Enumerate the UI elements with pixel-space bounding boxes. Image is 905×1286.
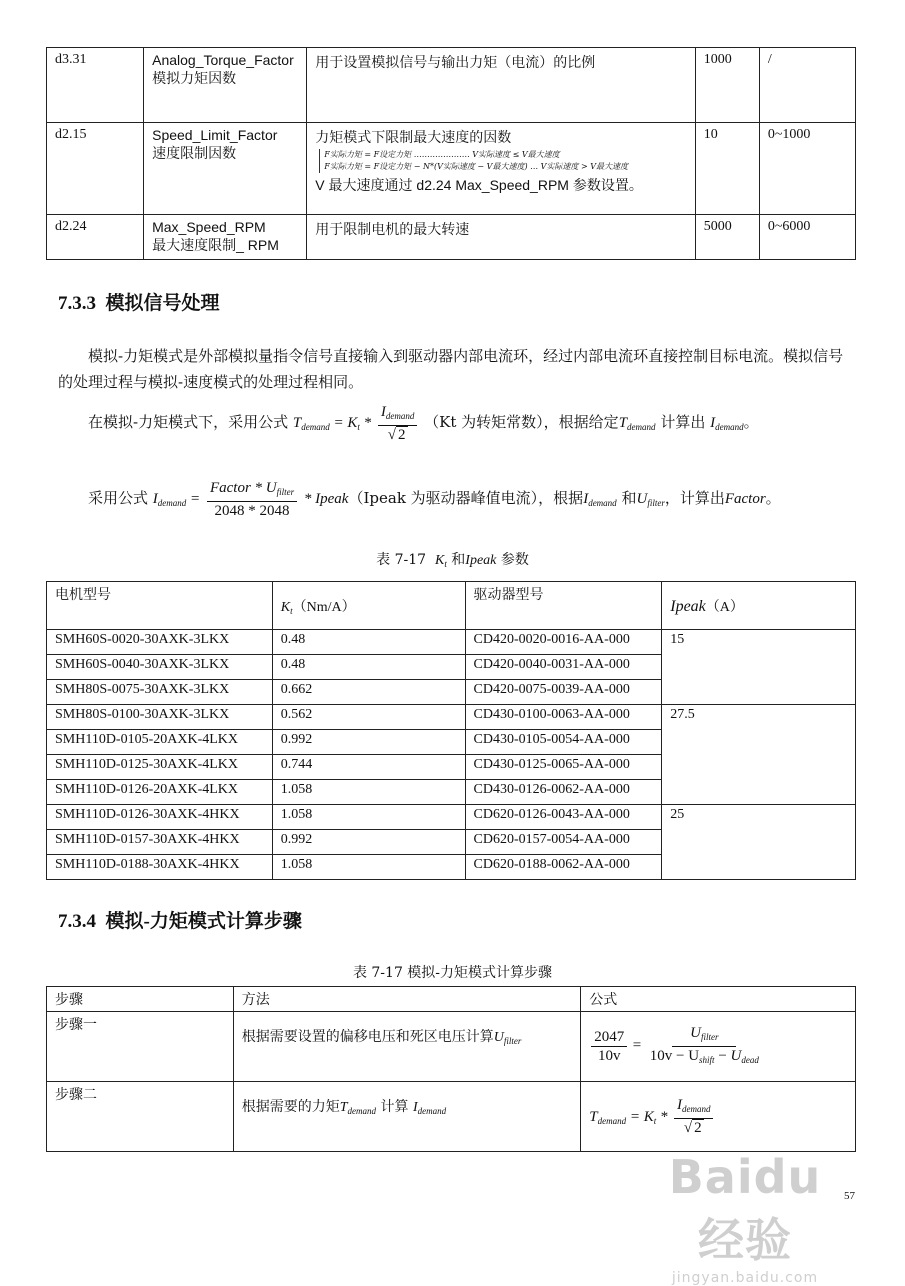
cell-step: 步骤一: [47, 1012, 234, 1082]
param-default: 5000: [695, 215, 759, 260]
formula-end: 。: [765, 489, 781, 507]
formula-end: 。: [743, 413, 759, 431]
cell-driver: CD430-0126-0062-AA-000: [465, 780, 662, 805]
subscript-shift: shift: [699, 1055, 715, 1065]
table-row: [47, 1082, 856, 1152]
param-name-cn: 最大速度限制_ RPM: [152, 237, 279, 253]
cell-driver: CD430-0105-0054-AA-000: [465, 730, 662, 755]
cell-kt: 0.662: [272, 680, 465, 705]
cell-kt: 1.058: [272, 855, 465, 880]
header-step: 步骤: [47, 987, 234, 1012]
header-motor-model: 电机型号: [47, 582, 273, 630]
header-method: 方法: [233, 987, 581, 1012]
cell-driver: CD620-0157-0054-AA-000: [465, 830, 662, 855]
formula-tail: 计算出: [660, 413, 706, 431]
formula-note: （Ipeak 为驱动器峰值电流），根据: [348, 489, 584, 507]
cell-motor: SMH80S-0075-30AXK-3LKX: [47, 680, 273, 705]
formula-tail: ，计算出: [664, 489, 725, 507]
table-caption: 表 7-17 模拟-力矩模式计算步骤: [352, 965, 553, 981]
formula-line-1: [88, 402, 848, 447]
section-heading-733: [58, 288, 220, 315]
cell-motor: SMH110D-0105-20AXK-4LKX: [47, 730, 273, 755]
section-number: 7.3.3: [58, 293, 96, 314]
table-row: [47, 123, 856, 215]
header-kt: $K_t(Nm/A)$: [272, 582, 465, 630]
formula-note: （Kt 为转矩常数），根据给定: [424, 413, 619, 431]
section-title: 模拟信号处理: [105, 293, 220, 314]
fraction-denominator: 2048 * 2048: [214, 502, 290, 519]
speed-limit-equations: [319, 149, 686, 173]
param-code: d3.31: [47, 48, 144, 123]
fraction-denominator: 10v − U: [649, 1048, 700, 1064]
cell-formula: $T_{demand} = K_t$ * $\frac{I_{demand}}{√ 2}$: [581, 1082, 856, 1152]
fraction-right: $\frac{U_{filter}}{10v - U_{shift} - U_{dead}}$: [649, 1025, 759, 1065]
calc-steps-table: [46, 986, 856, 1152]
watermark-url: jingyan.baidu.com: [671, 1270, 819, 1286]
header-kt-unit: （Nm/A）: [292, 599, 356, 615]
param-default: 10: [695, 123, 759, 215]
param-desc: [307, 123, 695, 215]
cell-motor: SMH60S-0020-30AXK-3LKX: [47, 630, 273, 655]
param-name: [144, 48, 307, 123]
section-heading-734: [58, 906, 302, 933]
param-default: 1000: [695, 48, 759, 123]
caption-mid: 和: [451, 552, 466, 568]
page-number: 57: [844, 1190, 855, 1202]
formula-var: $I_{demand}$: [710, 415, 744, 432]
table-header-row: [47, 987, 856, 1012]
param-name-en: Speed_Limit_Factor: [152, 127, 278, 143]
header-formula: 公式: [581, 987, 856, 1012]
section-title: 模拟-力矩模式计算步骤: [105, 911, 302, 932]
cell-motor: SMH110D-0125-30AXK-4LKX: [47, 755, 273, 780]
param-desc: 用于限制电机的最大转速: [307, 215, 695, 260]
caption-var: Ipeak: [465, 553, 497, 568]
cell-method: 根据需要设置的偏移电压和死区电压计算$U_{filter}$: [233, 1012, 581, 1082]
cell-method: 根据需要的力矩$T_{demand}$ 计算 $I_{demand}$: [233, 1082, 581, 1152]
cell-driver: CD420-0040-0031-AA-000: [465, 655, 662, 680]
subscript-dead: dead: [741, 1055, 759, 1065]
fraction-denominator: 10v: [598, 1048, 621, 1064]
cell-ipeak: 15: [662, 630, 856, 705]
method-text: 计算: [380, 1099, 409, 1115]
cell-driver: CD420-0020-0016-AA-000: [465, 630, 662, 655]
fraction-numerator: Factor * U: [209, 479, 277, 496]
cell-ipeak: 25: [662, 805, 856, 880]
table-row: [47, 705, 856, 730]
header-ipeak-unit: （A）: [705, 599, 744, 615]
section-number: 7.3.4: [58, 911, 96, 932]
cell-kt: 0.992: [272, 730, 465, 755]
watermark: [640, 1150, 850, 1286]
cell-motor: SMH110D-0126-30AXK-4HKX: [47, 805, 273, 830]
formula-ipeak: * Ipeak: [303, 491, 349, 507]
cell-kt: 0.562: [272, 705, 465, 730]
param-range: /: [759, 48, 855, 123]
parameter-table: [46, 47, 856, 260]
cell-formula: $\frac{2047}{10v}$ = $\frac{U_{filter}}{10v - U_{shift} - U_{dead}}$: [581, 1012, 856, 1082]
caption-suffix: 参数: [500, 552, 529, 568]
cell-kt: 1.058: [272, 805, 465, 830]
formula-fraction: [207, 479, 297, 520]
cell-step: 步骤二: [47, 1082, 234, 1152]
param-name-cn: 速度限制因数: [152, 145, 237, 161]
formula-var: $I_{demand}$: [583, 491, 617, 508]
method-text: 根据需要的力矩: [241, 1099, 340, 1115]
cell-driver: CD620-0188-0062-AA-000: [465, 855, 662, 880]
header-ipeak-var: Ipeak: [670, 597, 706, 615]
formula-var: $U_{filter}$: [636, 491, 665, 508]
cell-kt: 1.058: [272, 780, 465, 805]
table-caption: 表 7-17 $K_t$ 和Ipeak 参数: [376, 552, 529, 569]
formula-var: $T_{demand}$: [618, 415, 656, 432]
table-row: [47, 215, 856, 260]
header-driver-model: 驱动器型号: [465, 582, 662, 630]
cell-ipeak: 27.5: [662, 705, 856, 805]
param-name-en: Max_Speed_RPM: [152, 219, 266, 235]
formula-lead: 采用公式: [88, 489, 149, 507]
cell-kt: 0.744: [272, 755, 465, 780]
cell-kt: 0.48: [272, 630, 465, 655]
param-desc: 用于设置模拟信号与输出力矩（电流）的比例: [307, 48, 695, 123]
cell-motor: SMH110D-0157-30AXK-4HKX: [47, 830, 273, 855]
cell-driver: CD620-0126-0043-AA-000: [465, 805, 662, 830]
cell-motor: SMH110D-0126-20AXK-4LKX: [47, 780, 273, 805]
formula-var: Factor: [724, 491, 766, 507]
cell-driver: CD420-0075-0039-AA-000: [465, 680, 662, 705]
cell-motor: SMH60S-0040-30AXK-3LKX: [47, 655, 273, 680]
table-row: [47, 630, 856, 655]
table-row: [47, 1012, 856, 1082]
param-range: 0~1000: [759, 123, 855, 215]
formula-lead: 在模拟-力矩模式下，采用公式: [88, 413, 289, 431]
fraction-numerator: 2047: [591, 1028, 627, 1047]
param-range: 0~6000: [759, 215, 855, 260]
param-code: d2.15: [47, 123, 144, 215]
param-name-cn: 模拟力矩因数: [152, 70, 237, 86]
equation-line: F实际力矩 = F设定力矩 ………………… V实际速度 ≤ V最大速度: [324, 150, 560, 159]
method-text: 根据需要设置的偏移电压和死区电压计算: [241, 1029, 494, 1045]
param-name: [144, 215, 307, 260]
cell-driver: CD430-0125-0065-AA-000: [465, 755, 662, 780]
param-desc-text: 力矩模式下限制最大速度的因数: [315, 130, 512, 146]
header-ipeak: [662, 582, 856, 630]
formula-idemand: $I_{demand}$ =: [152, 491, 201, 508]
paragraph: 模拟-力矩模式是外部模拟量指令信号直接输入到驱动器内部电流环，经过内部电流环直接控制目标电流。模拟信号的处理过程与模拟-速度模式的处理过程相同。: [58, 347, 844, 391]
table-row: [47, 48, 856, 123]
formula-tdemand: $T_{demand} = K_t$ *: [292, 415, 372, 432]
formula-line-2: [88, 478, 868, 523]
param-code: d2.24: [47, 215, 144, 260]
kt-ipeak-table: [46, 581, 856, 880]
cell-kt: 0.48: [272, 655, 465, 680]
cell-motor: SMH110D-0188-30AXK-4HKX: [47, 855, 273, 880]
formula-fraction: $\frac{I_{demand}}{√ 2}$: [378, 403, 418, 444]
table-row: [47, 805, 856, 830]
cell-kt: 0.992: [272, 830, 465, 855]
numerator-subscript: filter: [276, 486, 295, 497]
cell-driver: CD430-0100-0063-AA-000: [465, 705, 662, 730]
table-header-row: [47, 582, 856, 630]
param-desc-tail: V 最大速度通过 d2.24 Max_Speed_RPM 参数设置。: [315, 177, 643, 193]
formula-and: 和: [621, 489, 637, 507]
caption-prefix: 表 7-17: [376, 552, 427, 568]
param-name-en: Analog_Torque_Factor: [152, 52, 294, 68]
watermark-logo: Baidu 经验: [668, 1150, 822, 1267]
equation-line: F实际力矩 = F设定力矩 − N*(V实际速度 − V最大速度) … V实际速度 > V最大速度: [324, 162, 628, 171]
fraction-left: [591, 1028, 627, 1065]
param-name: [144, 123, 307, 215]
cell-motor: SMH80S-0100-30AXK-3LKX: [47, 705, 273, 730]
